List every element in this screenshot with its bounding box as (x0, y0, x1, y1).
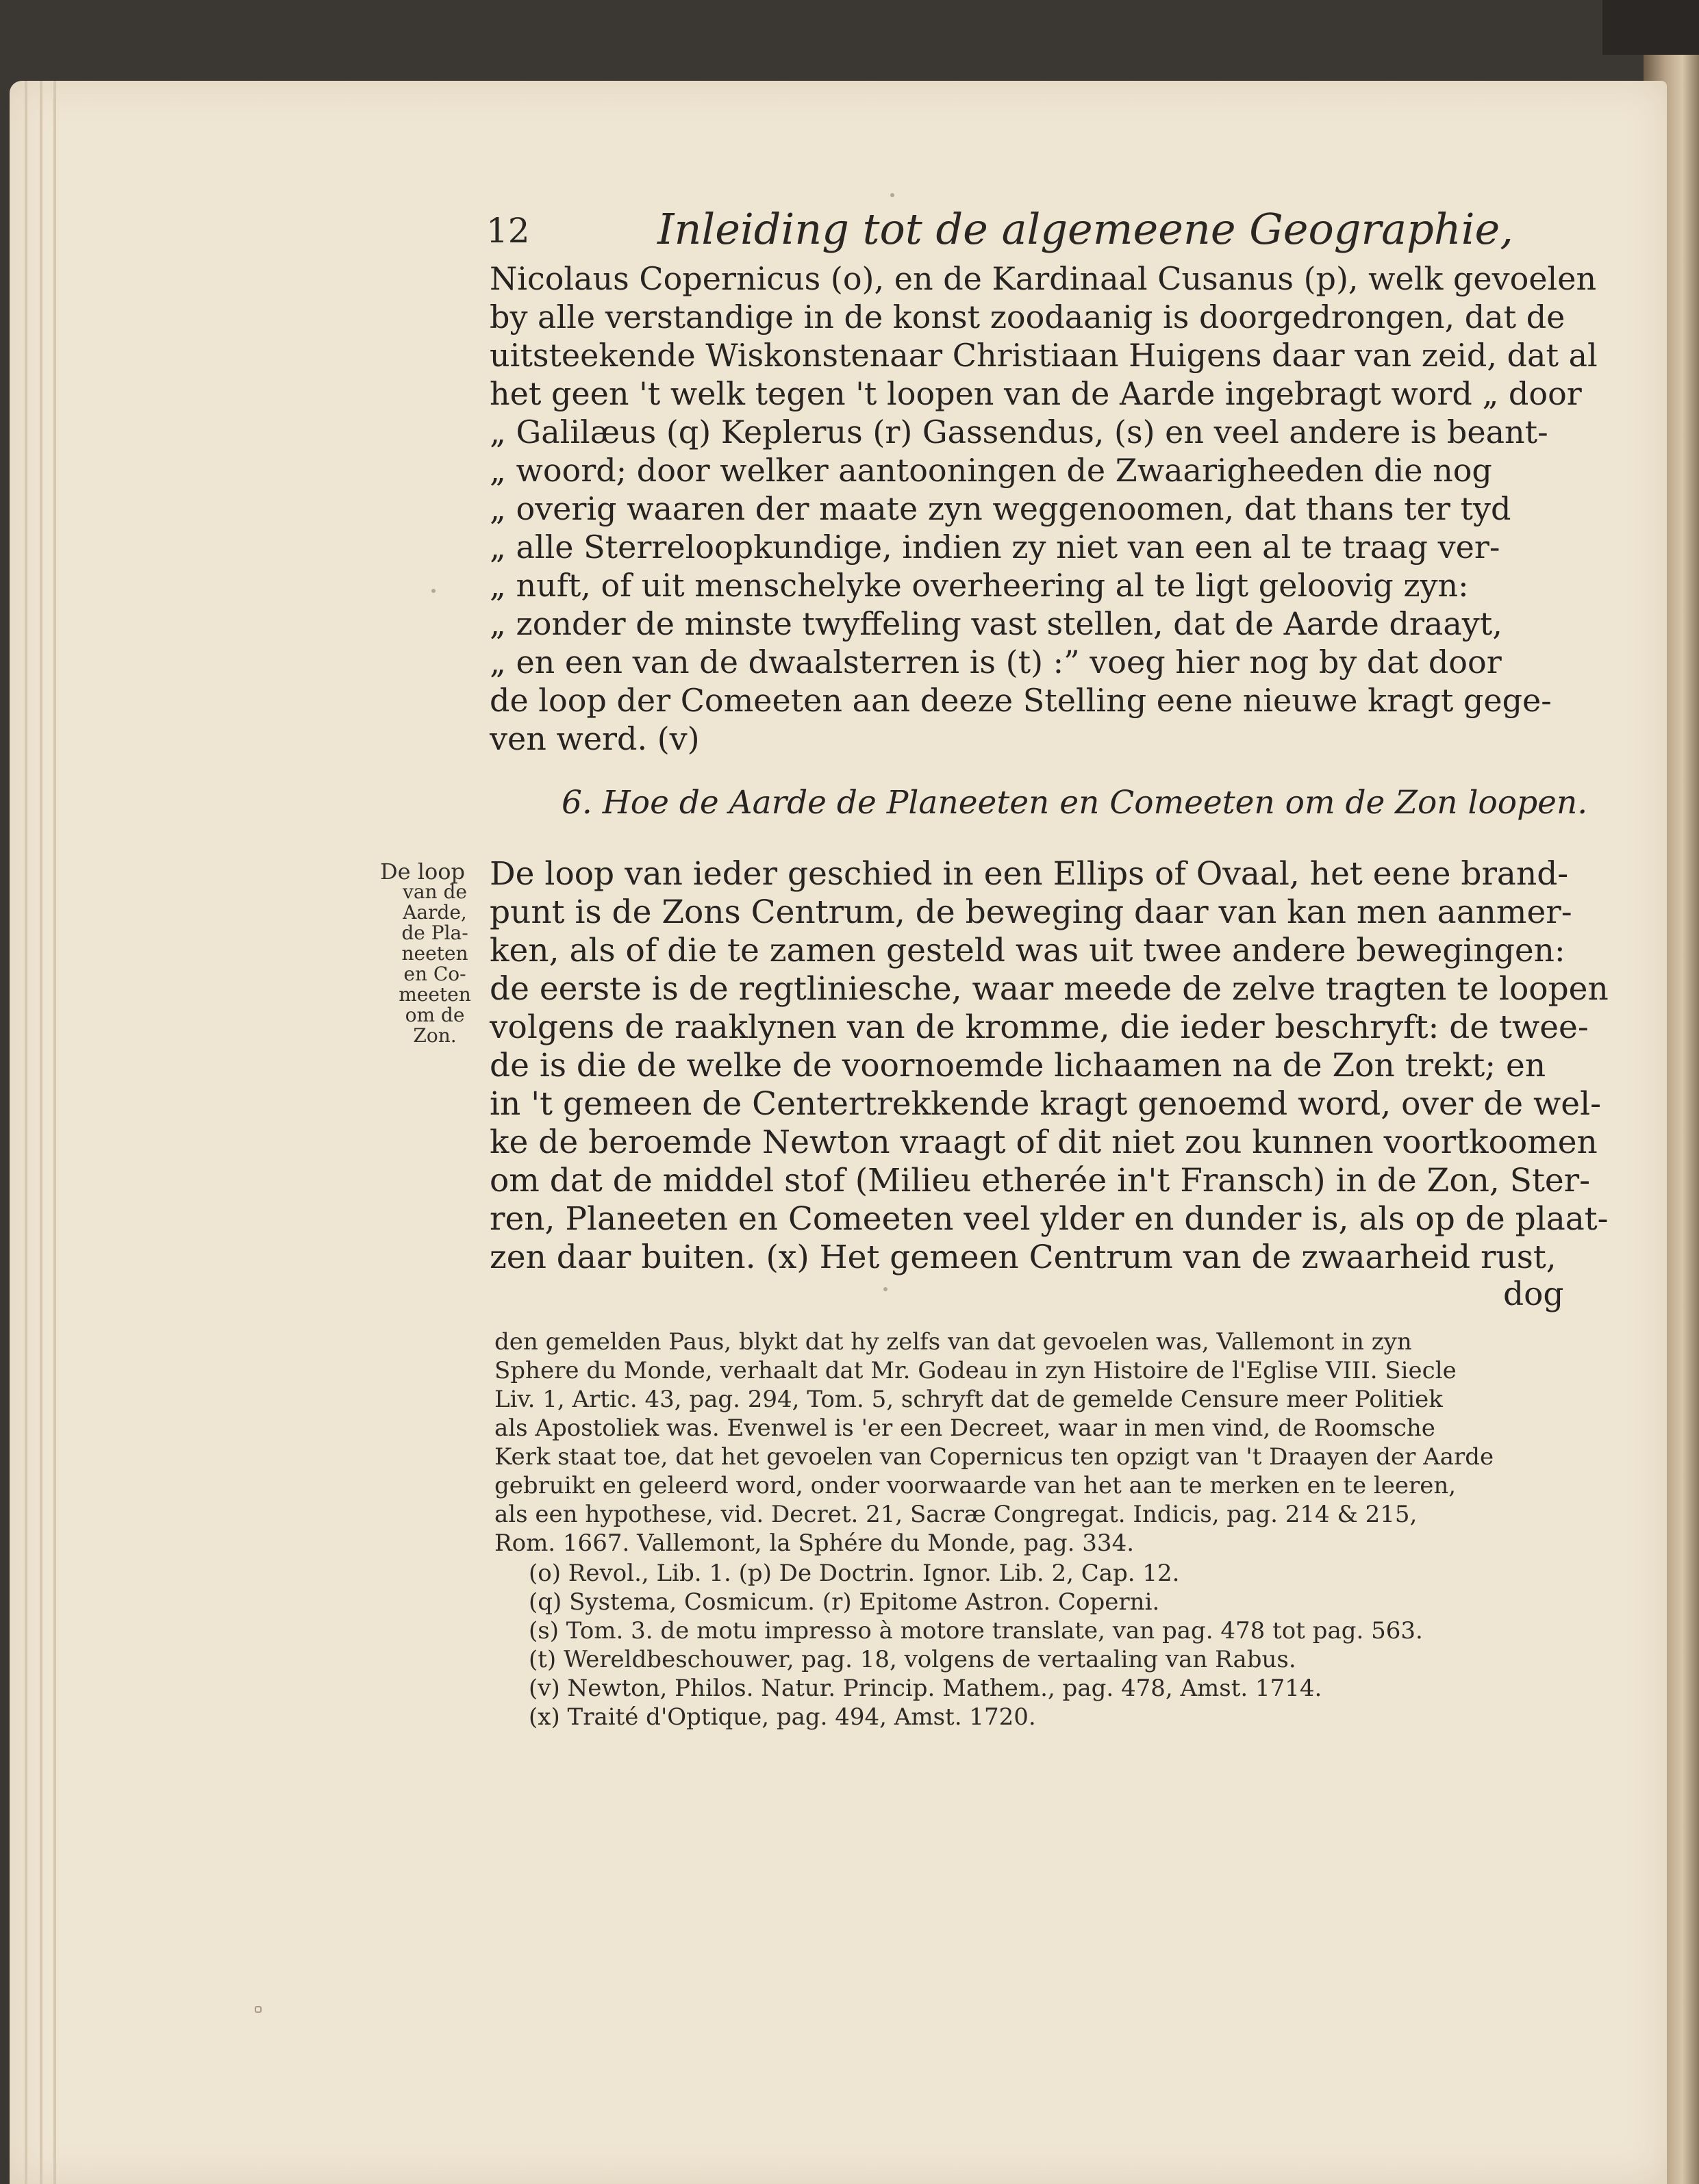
body-line: de loop der Comeeten aan deeze Stelling eene nieuwe kragt gege- (490, 682, 1552, 719)
section-line: volgens de raaklynen van de kromme, die ieder beschryft: de twee- (490, 1008, 1589, 1046)
body-line: „ overig waaren der maate zyn weggenoomen, dat thans ter tyd (490, 490, 1511, 527)
footnote-line: als een hypothese, vid. Decret. 21, Sacræ Congregat. Indicis, pag. 214 & 215, (494, 1501, 1418, 1528)
section-line: ren, Planeeten en Comeeten veel ylder en dunder is, als op de plaat- (490, 1200, 1609, 1238)
footnote-line: Kerk staat toe, dat het gevoelen van Copernicus ten opzigt van 't Draayen der Aarde (494, 1443, 1494, 1471)
body-line: „ nuft, of uit menschelyke overheering al te ligt geloovig zyn: (490, 567, 1469, 604)
paper-speck (883, 1287, 888, 1291)
body-line: „ woord; door welker aantooningen de Zwaarigheeden die nog (490, 452, 1492, 489)
margin-note-line: Aarde, (403, 901, 467, 924)
body-line: Nicolaus Copernicus (o), en de Kardinaal Cusanus (p), welk gevoelen (490, 260, 1597, 297)
section-line: zen daar buiten. (x) Het gemeen Centrum van de zwaarheid rust, (490, 1239, 1557, 1276)
page-edge-line (25, 81, 27, 2184)
footnote-line: (s) Tom. 3. de motu impresso à motore translate, van pag. 478 tot pag. 563. (529, 1617, 1423, 1645)
footnote-line: Rom. 1667. Vallemont, la Sphére du Monde, pag. 334. (494, 1529, 1135, 1557)
footnote-line: (t) Wereldbeschouwer, pag. 18, volgens de vertaaling van Rabus. (529, 1646, 1296, 1673)
section-line: de eerste is de regtliniesche, waar meede de zelve tragten te loopen (490, 970, 1609, 1008)
body-line: „ zonder de minste twyffeling vast stellen, dat de Aarde draayt, (490, 605, 1502, 642)
paper-speck (431, 589, 436, 593)
section-line: om dat de middel stof (Milieu etherée in't Fransch) in de Zon, Ster- (490, 1162, 1591, 1199)
body-line: by alle verstandige in de konst zoodaanig is doorgedrongen, dat de (490, 299, 1565, 335)
section-line: De loop van ieder geschied in een Ellips of Ovaal, het eene brand- (490, 855, 1569, 893)
footnote-line: Liv. 1, Artic. 43, pag. 294, Tom. 5, schryft dat de gemelde Censure meer Politiek (494, 1386, 1443, 1413)
margin-note-line: de Pla- (401, 922, 468, 944)
footnote-line: den gemelden Paus, blykt dat hy zelfs van dat gevoelen was, Vallemont in zyn (494, 1328, 1412, 1356)
margin-note-line: Zon. (413, 1024, 457, 1047)
margin-note-line: om de (405, 1004, 465, 1026)
footnote-line: (q) Systema, Cosmicum. (r) Epitome Astron. Coperni. (529, 1588, 1160, 1616)
margin-note-line: meeten (399, 983, 471, 1006)
page-number: 12 (486, 211, 530, 251)
paper-speck (255, 2006, 262, 2013)
footnote-line: (v) Newton, Philos. Natur. Princip. Mathem., pag. 478, Amst. 1714. (529, 1675, 1322, 1702)
body-line: „ en een van de dwaalsterren is (t) :” voeg hier nog by dat door (490, 644, 1502, 681)
section-line: ken, als of die te zamen gesteld was uit twee andere bewegingen: (490, 932, 1565, 969)
footnote-line: gebruikt en geleerd word, onder voorwaarde van het aan te merken en te leeren, (494, 1472, 1457, 1499)
section-line: in 't gemeen de Centertrekkende kragt genoemd word, over de wel- (490, 1085, 1601, 1123)
section-line: de is die de welke de voornoemde lichaamen na de Zon trekt; en (490, 1047, 1546, 1084)
section-line: punt is de Zons Centrum, de beweging daar van kan men aanmer- (490, 893, 1572, 931)
paper-speck (890, 193, 894, 197)
margin-note-line: neeten (401, 942, 468, 965)
catchword: dog (1503, 1275, 1564, 1313)
footnote-line: (x) Traité d'Optique, pag. 494, Amst. 1720. (529, 1703, 1036, 1731)
page-edge-line (40, 81, 42, 2184)
body-line: „ Galilæus (q) Keplerus (r) Gassendus, (s) en veel andere is beant- (490, 414, 1548, 450)
running-head-title: Inleiding tot de algemeene Geographie, (657, 204, 1513, 254)
margin-note (380, 861, 490, 1046)
margin-note-line: en Co- (403, 963, 466, 985)
page-edge-line (53, 81, 56, 2184)
footnote-line: Sphere du Monde, verhaalt dat Mr. Godeau in zyn Histoire de l'Eglise VIII. Siecle (494, 1357, 1457, 1384)
footnote-line: als Apostoliek was. Evenwel is 'er een Decreet, waar in men vind, de Roomsche (494, 1414, 1435, 1442)
section-heading: 6. Hoe de Aarde de Planeeten en Comeeten om de Zon loopen. (562, 784, 1588, 822)
body-line: „ alle Sterreloopkundige, indien zy niet van een al te traag ver- (490, 529, 1500, 566)
body-line: uitsteekende Wiskonstenaar Christiaan Huigens daar van zeid, dat al (490, 337, 1598, 374)
section-line: ke de beroemde Newton vraagt of dit niet zou kunnen voortkoomen (490, 1123, 1598, 1161)
scan-background-corner (1602, 0, 1699, 55)
body-line: ven werd. (v) (490, 720, 700, 757)
margin-note-line: De loop (380, 859, 466, 885)
margin-note-line: van de (403, 880, 467, 903)
running-head (486, 204, 1541, 259)
footnote-line: (o) Revol., Lib. 1. (p) De Doctrin. Ignor. Lib. 2, Cap. 12. (529, 1560, 1180, 1587)
body-line: het geen 't welk tegen 't loopen van de Aarde ingebragt word „ door (490, 375, 1582, 412)
